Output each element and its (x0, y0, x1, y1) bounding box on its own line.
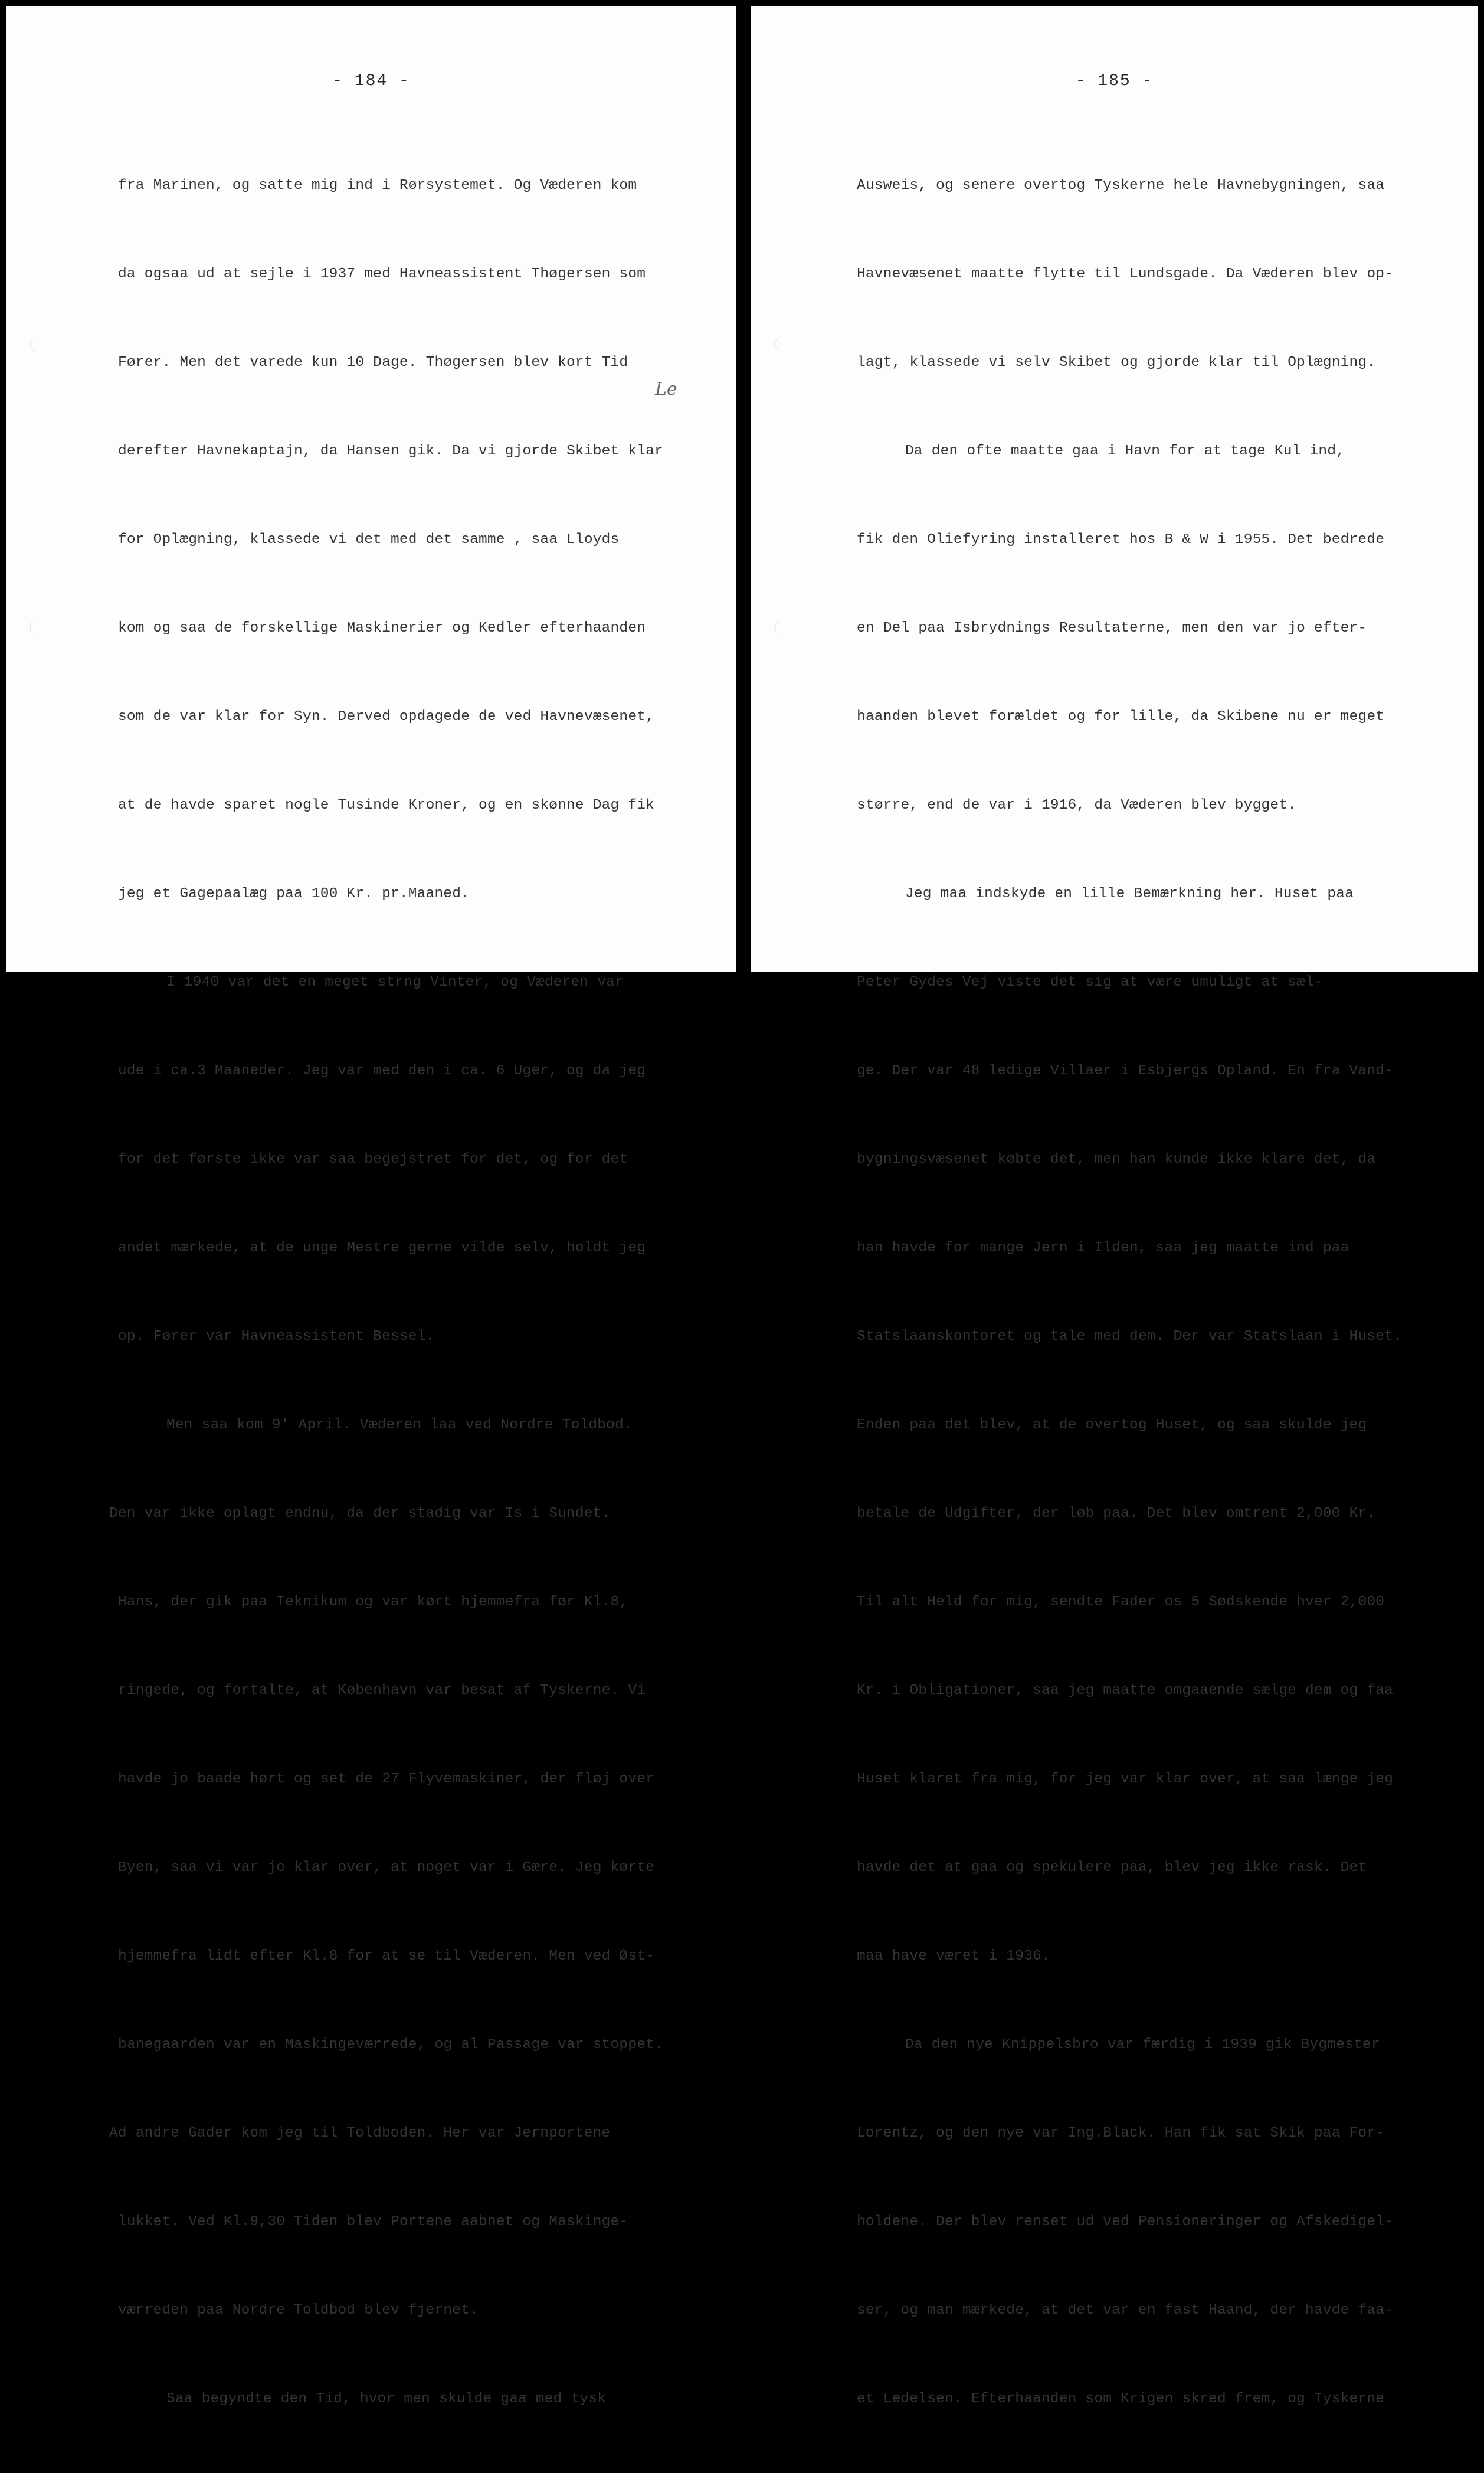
text-line: Havnevæsenet maatte flytte til Lundsgade. Da Væderen blev op- (857, 266, 1394, 282)
text-line: lagt, klassede vi selv Skibet og gjorde klar til Oplægning. (857, 355, 1376, 371)
text-line: lukket. Ved Kl.9,30 Tiden blev Portene aabnet og Maskinge- (118, 2214, 628, 2230)
text-line: ge. Der var 48 ledige Villaer i Esbjergs Opland. En fra Vand- (857, 1063, 1394, 1079)
left-page (6, 6, 736, 2407)
text-line: Saa begyndte den Tid, hvor men skulde gaa med tysk (166, 2391, 607, 2407)
text-line: ude i ca.3 Maaneder. Jeg var med den i ca. 6 Uger, og da jeg (118, 1063, 646, 1079)
text-line: en Del paa Isbrydnings Resultaterne, men den var jo efter- (857, 620, 1367, 636)
text-line: Hans, der gik paa Teknikum og var kørt hjemmefra før Kl.8, (118, 1594, 628, 1610)
text-line: Jeg maa indskyde en lille Bemærkning her. Huset paa (905, 886, 1354, 902)
text-line: havde det at gaa og spekulere paa, blev jeg ikke rask. Det (857, 1860, 1367, 1876)
text-line: Da den nye Knippelsbro var færdig i 1939 gik Bygmester (905, 2037, 1380, 2053)
page-number: - 185 - (1075, 72, 1154, 90)
text-line: som de var klar for Syn. Derved opdagede de ved Havnevæsenet, (118, 709, 655, 725)
text-line: holdene. Der blev renset ud ved Pensioneringer og Afskedigel- (857, 2214, 1394, 2230)
text-line: banegaarden var en Maskingeværrede, og al Passage var stoppet. (118, 2037, 663, 2053)
text-line: for Oplægning, klassede vi det med det samme , saa Lloyds (118, 532, 620, 548)
text-line: større, end de var i 1916, da Væderen blev bygget. (857, 797, 1297, 813)
right-page (751, 6, 1478, 2407)
text-line: andet mærkede, at de unge Mestre gerne vilde selv, holdt jeg (118, 1240, 646, 1256)
punch-hole-mark (30, 620, 46, 635)
text-line: Peter Gydes Vej viste det sig at være umuligt at sæl- (857, 974, 1323, 990)
handwritten-margin-note: Le (655, 379, 677, 400)
text-line: ringede, og fortalte, at København var besat af Tyskerne. Vi (118, 1683, 646, 1699)
text-line: bygningsvæsenet købte det, men han kunde ikke klare det, da (857, 1152, 1376, 1167)
text-line: et Ledelsen. Efterhaanden som Krigen skred frem, og Tyskerne (857, 2391, 1385, 2407)
text-line: Byen, saa vi var jo klar over, at noget var i Gære. Jeg kørte (118, 1860, 655, 1876)
text-line: Enden paa det blev, at de overtog Huset, og saa skulde jeg (857, 1417, 1367, 1433)
text-line: Til alt Held for mig, sendte Fader os 5 Sødskende hver 2,000 (857, 1594, 1385, 1610)
text-line: Men saa kom 9' April. Væderen laa ved Nordre Toldbod. (166, 1417, 633, 1433)
body-text (857, 112, 1402, 2473)
text-line: maa have været i 1936. (857, 1948, 1050, 1964)
text-line: hjemmefra lidt efter Kl.8 for at se til Væderen. Men ved Øst- (118, 1948, 655, 1964)
text-line: for det første ikke var saa begejstret for det, og for det (118, 1152, 628, 1167)
text-line: Fører. Men det varede kun 10 Dage. Thøgersen blev kort Tid (118, 355, 628, 371)
body-text (109, 112, 663, 2473)
text-line: da ogsaa ud at sejle i 1937 med Havneassistent Thøgersen som (118, 266, 646, 282)
text-line: betale de Udgifter, der løb paa. Det blev omtrent 2,000 Kr. (857, 1506, 1376, 1522)
text-line: at de havde sparet nogle Tusinde Kroner, og en skønne Dag fik (118, 797, 655, 813)
text-line: jeg et Gagepaalæg paa 100 Kr. pr.Maaned. (118, 886, 470, 902)
text-line: haanden blevet forældet og for lille, da Skibene nu er meget (857, 709, 1385, 725)
text-line: Ad andre Gader kom jeg til Toldboden. Her var Jernportene (109, 2125, 611, 2141)
punch-hole-mark (30, 336, 46, 352)
text-line: Da den ofte maatte gaa i Havn for at tage Kul ind, (905, 443, 1345, 459)
text-line: Lorentz, og den nye var Ing.Black. Han fik sat Skik paa For- (857, 2125, 1385, 2141)
text-line: fra Marinen, og satte mig ind i Rørsystemet. Og Væderen kom (118, 178, 637, 194)
text-line: han havde for mange Jern i Ilden, saa jeg maatte ind paa (857, 1240, 1349, 1256)
text-line: fik den Oliefyring installeret hos B & W i 1955. Det bedrede (857, 532, 1385, 548)
text-line: op. Fører var Havneassistent Bessel. (118, 1329, 435, 1345)
text-line: havde jo baade hørt og set de 27 Flyvemaskiner, der fløj over (118, 1771, 655, 1787)
punch-hole-mark (774, 336, 791, 352)
text-line: kom og saa de forskellige Maskinerier og Kedler efterhaanden (118, 620, 646, 636)
text-line: I 1940 var det en meget strng Vinter, og Væderen var (166, 974, 624, 990)
text-line: derefter Havnekaptajn, da Hansen gik. Da vi gjorde Skibet klar (118, 443, 663, 459)
text-line: ser, og man mærkede, at det var en fast Haand, der havde faa- (857, 2302, 1394, 2318)
text-line: værreden paa Nordre Toldbod blev fjernet. (118, 2302, 479, 2318)
text-line: Statslaanskontoret og tale med dem. Der var Statslaan i Huset. (857, 1329, 1402, 1345)
text-line: Kr. i Obligationer, saa jeg maatte omgaaende sælge dem og faa (857, 1683, 1394, 1699)
text-line: Huset klaret fra mig, for jeg var klar over, at saa længe jeg (857, 1771, 1394, 1787)
punch-hole-mark (774, 620, 791, 635)
page-number: - 184 - (332, 72, 410, 90)
text-line: Ausweis, og senere overtog Tyskerne hele Havnebygningen, saa (857, 178, 1385, 194)
text-line: Den var ikke oplagt endnu, da der stadig var Is i Sundet. (109, 1506, 611, 1522)
